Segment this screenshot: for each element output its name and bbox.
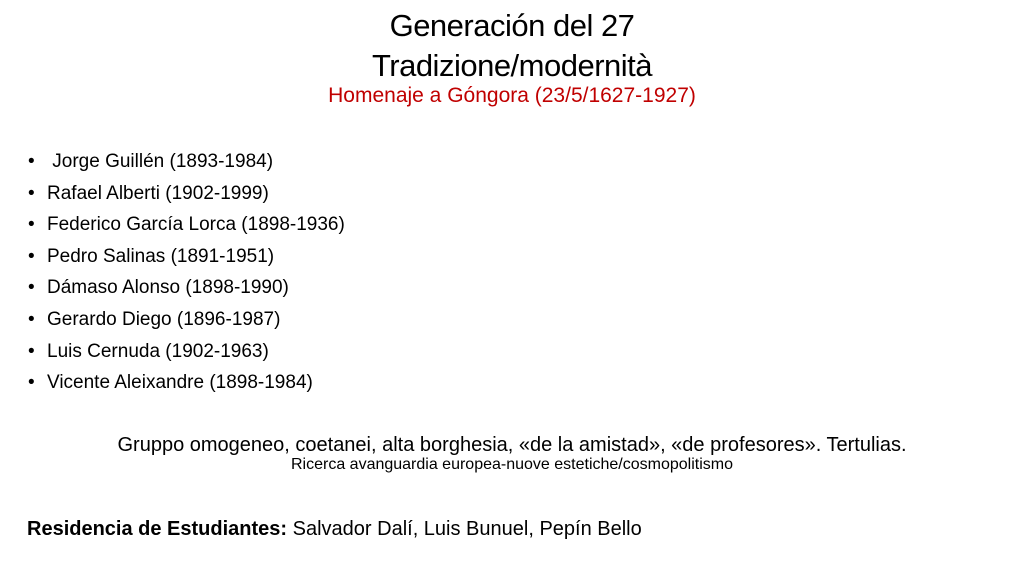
list-item-text: Luis Cernuda (1902-1963) <box>47 340 269 362</box>
list-item-text: Gerardo Diego (1896-1987) <box>47 308 281 330</box>
bullet-icon: • <box>28 308 35 330</box>
slide-title <box>0 6 1024 86</box>
slide-subtitle: Homenaje a Góngora (23/5/1627-1927) <box>328 84 696 107</box>
list-item-text: Rafael Alberti (1902-1999) <box>47 182 269 204</box>
list-item <box>28 276 345 308</box>
group-description: Gruppo omogeneo, coetanei, alta borghesia, «de la amistad», «de profesores». Tertulias. <box>117 434 907 456</box>
bullet-icon: • <box>28 277 35 299</box>
list-item <box>28 150 345 182</box>
list-item <box>28 308 345 340</box>
bullet-icon: • <box>28 182 35 204</box>
title-line-2: Tradizione/modernità <box>371 48 653 83</box>
list-item <box>28 182 345 214</box>
list-item-text: Federico García Lorca (1898-1936) <box>47 214 345 236</box>
residencia-line <box>27 516 642 542</box>
bullet-icon: • <box>28 151 35 172</box>
list-item-text: Pedro Salinas (1891-1951) <box>47 245 275 267</box>
bullet-icon: • <box>28 214 35 236</box>
list-item <box>28 340 345 372</box>
avant-garde-note: Ricerca avanguardia europea-nuove estetiche/cosmopolitismo <box>290 456 734 473</box>
list-item <box>28 371 345 403</box>
list-item <box>28 213 345 245</box>
poets-list <box>28 150 345 403</box>
list-item-text: Dámaso Alonso (1898-1990) <box>47 277 289 299</box>
residencia-text: Salvador Dalí, Luis Bunuel, Pepín Bello <box>287 518 642 540</box>
bullet-icon: • <box>28 340 35 362</box>
list-item <box>28 245 345 277</box>
list-item-text: Jorge Guillén (1893-1984) <box>47 151 274 172</box>
list-item-text: Vicente Aleixandre (1898-1984) <box>47 372 313 394</box>
title-line-1: Generación del 27 <box>389 8 635 43</box>
bullet-icon: • <box>28 245 35 267</box>
residencia-label: Residencia de Estudiantes: <box>27 518 288 540</box>
bullet-icon: • <box>28 372 35 394</box>
